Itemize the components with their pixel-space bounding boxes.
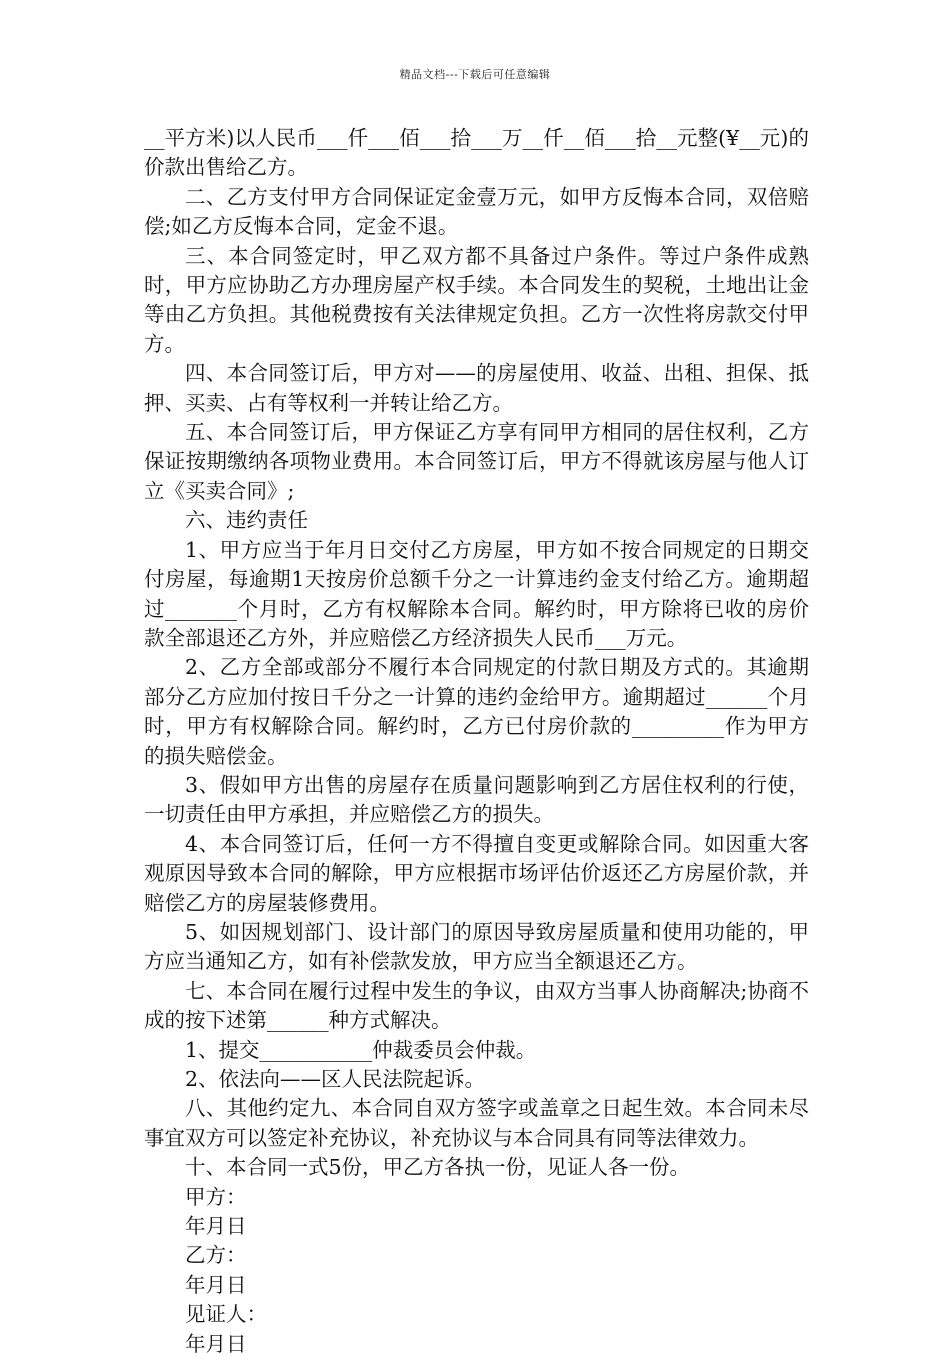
paragraph-clause-4: 四、本合同签订后，甲方对——的房屋使用、收益、出租、担保、抵押、买卖、占有等权利一并转让给乙方。 — [144, 361, 809, 415]
paragraph-dispute-option-1: 1、提交___________仲裁委员会仲裁。 — [185, 1037, 537, 1062]
document-body — [144, 124, 809, 1359]
paragraph-breach-1: 1、甲方应当于年月日交付乙方房屋，甲方如不按合同规定的日期交付房屋，每逾期1天按房价总额千分之一计算违约金支付给乙方。逾期超过_______个月时，乙方有权解除本合同。解约时，甲方除将已收的房价款全部退还乙方外，并应赔偿乙方经济损失人民币___万元。 — [144, 537, 809, 650]
paragraph-breach-2: 2、乙方全部或部分不履行本合同规定的付款日期及方式的。其逾期部分乙方应加付按日千分之一计算的违约金给甲方。逾期超过______个月时，甲方有权解除合同。解约时，乙方已付房价款的_________作为甲方的损失赔偿金。 — [144, 655, 809, 768]
paragraph-clause-7: 七、本合同在履行过程中发生的争议，由双方当事人协商解决;协商不成的按下述第______种方式解决。 — [144, 978, 809, 1033]
paragraph-breach-4: 4、本合同签订后，任何一方不得擅自变更或解除合同。如因重大客观原因导致本合同的解除，甲方应根据市场评估价返还乙方房屋价款，并赔偿乙方的房屋装修费用。 — [144, 831, 809, 915]
paragraph-dispute-option-2: 2、依法向——区人民法院起诉。 — [185, 1067, 486, 1091]
page-header: 精品文档---下载后可任意编辑 — [399, 68, 551, 81]
paragraph-clause-5: 五、本合同签订后，甲方保证乙方享有同甲方相同的居住权利，乙方保证按期缴纳各项物业费用。本合同签订后，甲方不得就该房屋与他人订立《买卖合同》; — [144, 420, 809, 503]
paragraph-breach-3: 3、假如甲方出售的房屋存在质量问题影响到乙方居住权利的行使，一切责任由甲方承担，并应赔偿乙方的损失。 — [144, 772, 809, 827]
signature-party-b-date: 年月日 — [185, 1272, 247, 1297]
signature-party-a-label: 甲方： — [185, 1184, 247, 1209]
section-heading-breach: 六、违约责任 — [185, 508, 308, 533]
paragraph-clause-2: 二、乙方支付甲方合同保证定金壹万元，如甲方反悔本合同，双倍赔偿;如乙方反悔本合同，定金不退。 — [144, 184, 809, 239]
paragraph-clause-8-9: 八、其他约定九、本合同自双方签字或盖章之日起生效。本合同未尽事宜双方可以签定补充协议，补充协议与本合同具有同等法律效力。 — [144, 1096, 809, 1150]
signature-party-a-date: 年月日 — [185, 1214, 247, 1239]
signature-witness-label: 见证人： — [185, 1302, 267, 1327]
paragraph-breach-5: 5、如因规划部门、设计部门的原因导致房屋质量和使用功能的，甲方应当通知乙方，如有补偿款发放，甲方应当全额退还乙方。 — [144, 919, 809, 974]
paragraph-price-clause: __平方米)以人民币___仟___佰___拾___万__仟__佰___拾__元整(¥__元)的价款出售给乙方。 — [144, 126, 809, 180]
paragraph-clause-10: 十、本合同一式5份，甲乙方各执一份，见证人各一份。 — [185, 1155, 691, 1180]
paragraph-clause-3: 三、本合同签定时，甲乙双方都不具备过户条件。等过户条件成熟时，甲方应协助乙方办理房屋产权手续。本合同发生的契税，土地出让金等由乙方负担。其他税费按有关法律规定负担。乙方一次性将房款交付甲方。 — [144, 243, 809, 356]
signature-party-b-label: 乙方： — [185, 1243, 247, 1268]
signature-witness-date: 年月日 — [185, 1331, 247, 1356]
